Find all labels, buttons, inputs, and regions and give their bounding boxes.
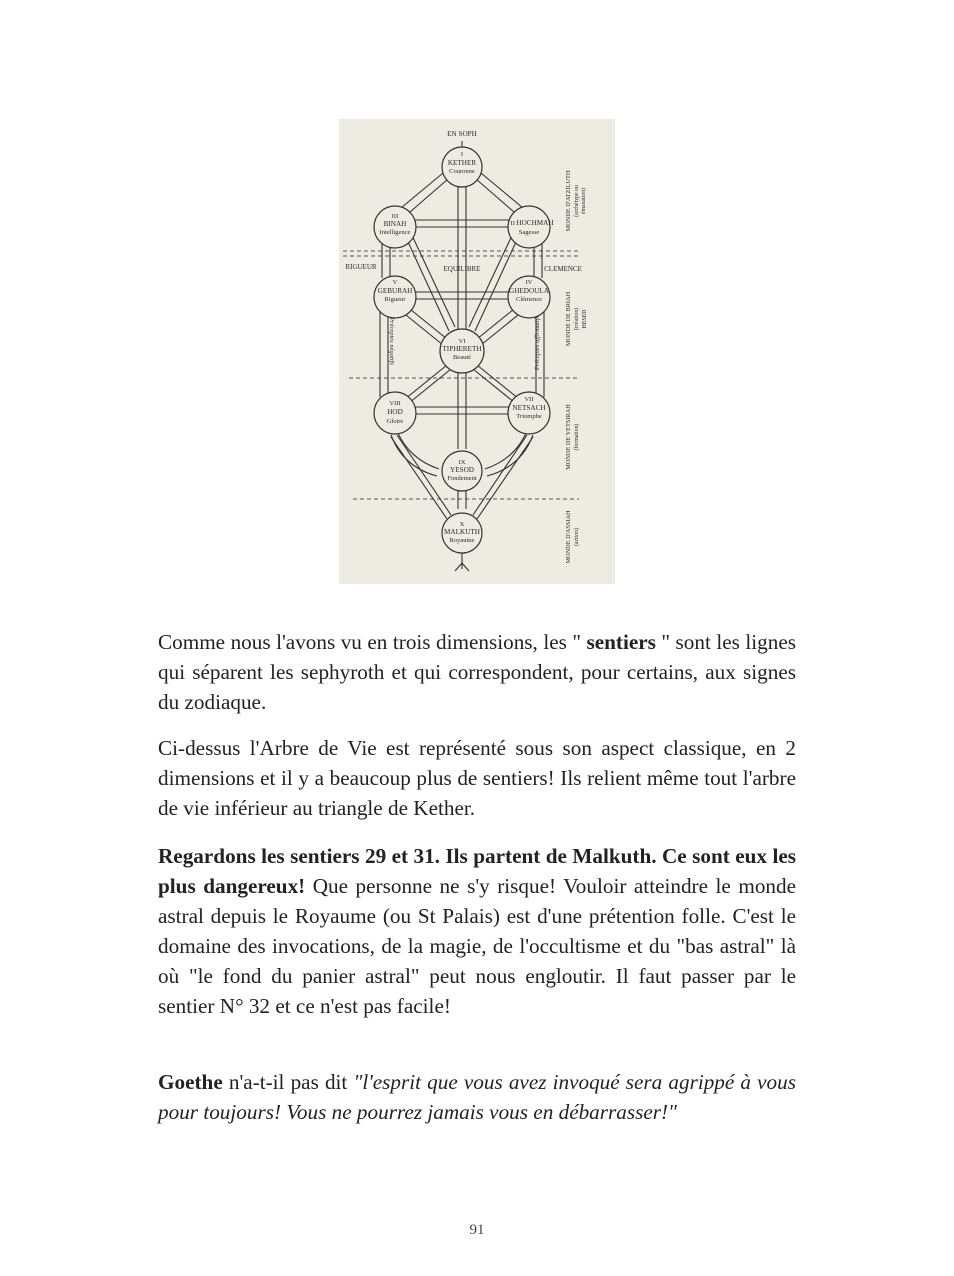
netsach-name: NETSACH [512, 404, 546, 412]
hochmah-name: HOCHMAH [516, 219, 554, 227]
yesod-name: YESOD [450, 466, 474, 474]
geburah-num: V [392, 279, 398, 286]
sephira-hochmah [508, 206, 550, 248]
ghedoula-num: IV [525, 279, 533, 286]
kether-sub: Couronne [449, 168, 475, 175]
paragraph-3-bold: Regardons les sentiers 29 et 31. Ils partent de Malkuth. Ce sont eux les plus dangereux! [158, 844, 796, 898]
tiphereth-sub: Beauté [452, 354, 472, 361]
hod-sub: Gloire [386, 418, 404, 425]
netsach-sub: Triomphe [516, 413, 542, 420]
paragraph-3-rest: Que personne ne s'y risque! Vouloir atteindre le monde astral depuis le Royaume (ou St Palais) est d'une prétention folle. C'est le domaine des invocations, de la magie, de l'occultisme et du "bas astral" là où "le fond du panier astral" peut nous engloutir. Il faut passer par le sentier N° 32 et ce n'est pas facile! [158, 874, 796, 1018]
world-1-sub1: (archétype ou [574, 185, 580, 217]
pillar-left-label: RIGUEUR [345, 263, 377, 271]
hochmah-num: II [510, 220, 515, 227]
kether-num: I [460, 151, 464, 158]
malkuth-name: MALKUTH [444, 528, 480, 536]
paragraph-4 [158, 1067, 796, 1127]
world-1-name: MONDE D'ATZILUTH [565, 170, 572, 232]
binah-num: III [391, 213, 399, 220]
world-3-name: MONDE DE YETSIRAH [565, 404, 572, 470]
hochmah-sub: Sagesse [518, 229, 540, 236]
world-4-name: MONDE D'ASSIAH [565, 510, 572, 564]
paragraph-1-part-a: Comme nous l'avons vu en trois dimensions, les " [158, 630, 587, 654]
paragraph-3 [158, 841, 796, 1021]
pillar-center-label: EQUILIBRE [443, 265, 481, 273]
world-2-name: MONDE DE BRIAH [565, 291, 572, 347]
tiphereth-name: TIPHERETH [442, 345, 482, 353]
paragraph-4-quote: "l'esprit que vous avez invoqué sera agrippé à vous pour toujours! Vous ne pourrez jamais vous en débarrasser!" [158, 1070, 796, 1124]
binah-sub: Intelligence [379, 229, 411, 236]
paragraph-1 [158, 627, 796, 717]
page-number: 91 [469, 1222, 485, 1238]
paragraph-1-bold-sentiers: sentiers [586, 630, 656, 654]
path-right-label: Préceptes affirmatifs [534, 315, 541, 371]
tree-of-life-diagram [339, 119, 615, 584]
ghedoula-sub: Clémence [516, 296, 542, 303]
malkuth-num: X [459, 521, 465, 528]
yesod-sub: Fondement [447, 475, 477, 482]
world-1-sub2: émanation) [581, 187, 587, 215]
world-2-sub2: HESED [582, 309, 588, 329]
hod-name: HOD [387, 408, 403, 416]
path-left-label: Préceptes négatifs [388, 317, 395, 365]
malkuth-sub: Royaume [449, 537, 475, 544]
yesod-num: IX [458, 459, 466, 466]
en-soph-label: EN SOPH [447, 130, 477, 138]
kether-name: KETHER [447, 159, 477, 167]
geburah-name: GEBURAH [377, 287, 413, 295]
paragraph-4-bold-goethe: Goethe [158, 1070, 223, 1094]
tree-of-life-figure [339, 119, 615, 584]
paragraph-4-normal: n'a-t-il pas dit [222, 1070, 354, 1094]
netsach-num: VII [524, 396, 534, 403]
tiphereth-num: VI [458, 338, 466, 345]
paragraph-2: Ci-dessus l'Arbre de Vie est représenté sous son aspect classique, en 2 dimensions et il y a beaucoup plus de sentiers! Ils relient même tout l'arbre de vie inférieur au triangle de Kether. [158, 736, 796, 820]
ghedoula-name: GHEDOULA [509, 287, 549, 295]
world-3-sub1: (formation) [574, 423, 580, 451]
paragraph-1-part-c: " sont les lignes qui séparent les sephyroth et qui correspondent, pour certains, aux signes du zodiaque. [158, 630, 796, 714]
pillar-right-label: CLEMENCE [544, 265, 582, 273]
geburah-sub: Rigueur [384, 296, 406, 303]
binah-name: BINAH [383, 220, 407, 228]
hod-num: VIII [389, 400, 401, 407]
world-4-sub1: (action) [574, 527, 580, 547]
world-2-sub1: (création) [574, 307, 580, 331]
